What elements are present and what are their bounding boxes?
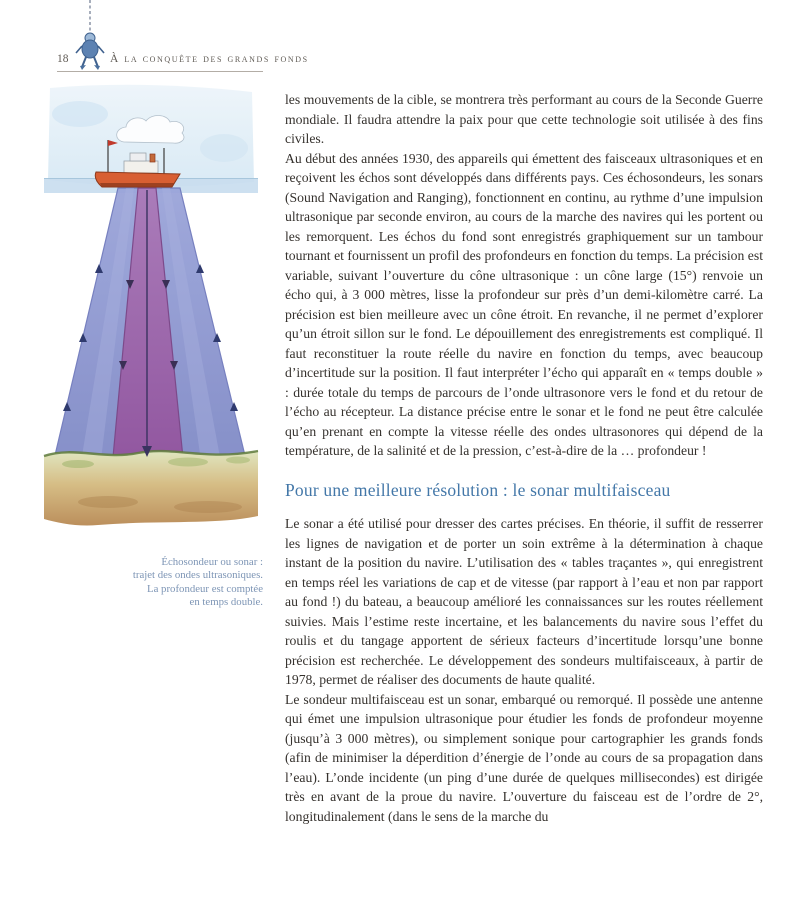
- caption-line: Échosondeur ou sonar :: [161, 556, 263, 568]
- sonar-illustration: [38, 82, 264, 534]
- diver-on-chain-icon: [70, 0, 110, 72]
- seafloor: [44, 451, 258, 526]
- text-column: [285, 90, 763, 826]
- section-heading: Pour une meilleure résolution : le sonar multifaisceau: [285, 479, 671, 500]
- caption-line: La profondeur est comptée: [146, 582, 263, 595]
- running-title: À la conquête des grands fonds: [110, 53, 309, 65]
- header-rule: [57, 71, 263, 72]
- paragraph: Au début des années 1930, des appareils qui émettent des faisceaux ultrasoniques et en reçoivent les échos sont développés dans différents pays. Ces échosondeurs, les sonars (Sound Navigation and Ranging), fonctionnent en continu, au rythme d’une impulsion ultrasonique par seconde environ, au cours de la marche des navires qui les portent ou les remorquent. Les échos du fond sont enregistrés graphiquement sur un tambour tournant et fournissent un profil des profondeurs en fonction du temps. La précision est variable, suivant l’ouverture du cône ultrasonique : un cône large (15°) renvoie un écho qui, à 3 000 mètres, lisse la profondeur sur près d’un demi-kilomètre carré. La précision est bien meilleure avec un cône étroit. En revanche, il ne permet d’explorer qu’un étroit sillon sur le fond. Le dépouillement des enregistrements est compliqué. Il faut reconstituer la route réelle du navire en fonction du temps, avec beaucoup d’incertitude sur la position. Il faut interpréter l’écho qui apparaît en « temps double » : durée totale du temps de parcours de l’onde ultrasonore vers le fond et du retour de l’écho au récepteur. La distance précise entre le sonar et le fond ne peut être calculée qu’en prenant en compte la vitesse réelle des ondes ultrasonores qui dépend de la température, de la salinité et de la pression, c’est-à-dire de la … profondeur !: [285, 150, 763, 458]
- paragraph: Le sondeur multifaisceau est un sonar, embarqué ou remorqué. Il possède une antenne qui émet une impulsion ultrasonique pour étudier les fonds de profondeur moyenne (jusqu’à 3 000 mètres), ou simplement sonique pour cartographier les grands fonds (afin de minimiser la déperdition d’énergie de l’onde au cours de sa propagation dans l’eau). L’onde incidente (un ping d’une durée de quelques millisecondes) est dirigée très en avant de la proue du navire. L’ouverture du faisceau est de l’ordre de 2°, longitudinalement (dans le sens de la marche du: [285, 691, 763, 824]
- paragraph: les mouvements de la cible, se montrera très performant au cours de la Seconde Guerre mondiale. Il faudra attendre la paix pour que cette technologie soit utilisée à des fins civiles.: [285, 92, 763, 146]
- caption-line: trajet des ondes ultrasoniques.: [132, 569, 263, 582]
- page-number: 18: [57, 53, 69, 65]
- illustration-caption: [40, 556, 263, 610]
- caption-line: en temps double.: [189, 596, 263, 609]
- echo-sounder-figure: [38, 82, 264, 534]
- paragraph: Le sonar a été utilisé pour dresser des cartes précises. En théorie, il suffit de resserrer les lignes de navigation et de porter un soin extrême à la détermination à chaque instant de la position du navire. L’utilisation des « tables traçantes », qui enregistrent en temps réel les variations de cap et de vitesse (par rapport à l’eau et non par rapport au fond !) du bateau, a beaucoup amélioré les connaissances sur les routes réellement suivies. Mais l’estime reste incertaine, et les balancements du navire sous l’effet du roulis et du tangage apportent de sérieux facteurs d’incertitude lorsqu’une bonne précision est recherchée. Le développement des sondeurs multifaisceaux, à partir de 1978, permet de réaliser des documents de haute qualité.: [285, 516, 763, 687]
